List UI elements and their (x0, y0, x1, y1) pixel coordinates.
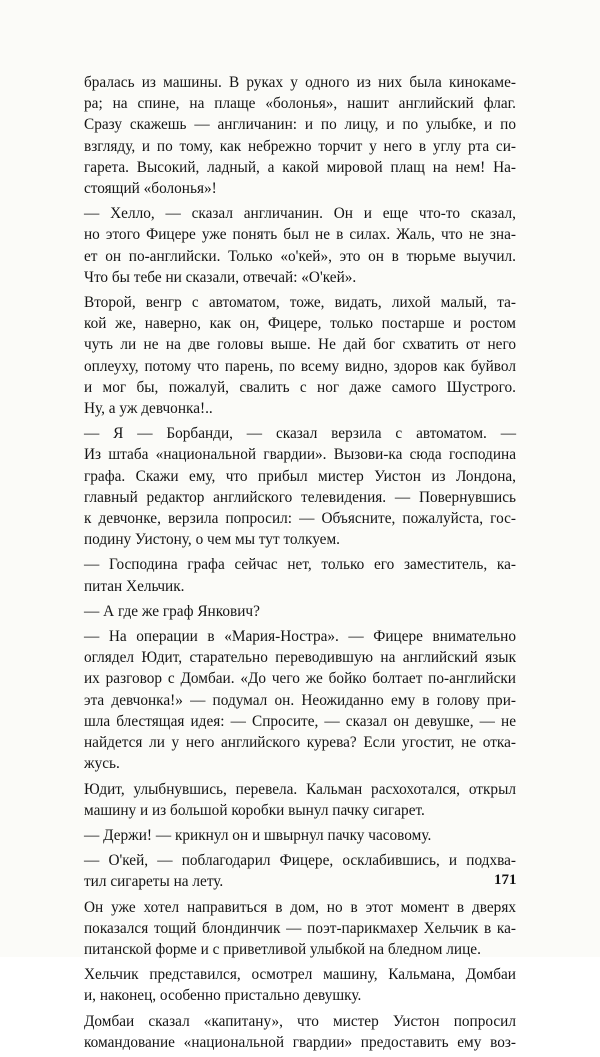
text-line: ра; на спине, на плаще «болонья», нашит английский флаг. (84, 95, 516, 113)
text-line: — О'кей, — поблагодарил Фицере, осклабившись, и подхва- (84, 852, 516, 870)
text-line: — На операции в «Мария-Ностра». — Фицере внимательно (84, 628, 516, 646)
text-line: оглядел Юдит, старательно переводившую на английский язык (84, 649, 516, 667)
text-line: взгляду, и по тому, как небрежно торчит у него в углу рта си- (84, 137, 516, 155)
page-number: 171 (494, 872, 517, 888)
body-text (84, 72, 516, 1057)
text-line: Хельчик представился, осмотрел машину, Кальмана, Домбаи (84, 966, 516, 984)
paragraph (84, 825, 516, 846)
text-line: графа. Скажи ему, что прибыл мистер Уистон из Лондона, (84, 467, 516, 485)
paragraph (84, 601, 516, 622)
paragraph (84, 897, 516, 961)
text-line: Сразу скажешь — англичанин: и по лицу, и по улыбке, и по (84, 116, 516, 134)
paragraph (84, 554, 516, 596)
paragraph (84, 626, 516, 774)
text-line: гарета. Высокий, ладный, а какой мировой плащ на нем! На- (84, 158, 516, 176)
text-line: эта девчонка!» — подумал он. Неожиданно ему в голову при- (84, 691, 516, 709)
text-line: питан Хельчик. (84, 577, 185, 595)
text-line: жусь. (84, 755, 120, 773)
text-line: Ну, а уж девчонка!.. (84, 400, 213, 418)
text-line: — А где же граф Янкович? (84, 602, 260, 620)
text-line: оплеуху, потому что парень, по всему видно, здоров как буйвол (84, 357, 516, 375)
text-line: кой же, наверно, как он, Фицере, только постарше и ростом (84, 315, 516, 333)
text-line: питанской форме и с приветливой улыбкой на бледном лице. (84, 940, 481, 958)
text-line: — Держи! — крикнул он и швырнул пачку часовому. (84, 826, 432, 844)
text-line: Юдит, улыбнувшись, перевела. Кальман расхохотался, открыл (84, 780, 516, 798)
text-line: но этого Фицере уже понять был не в силах. Жаль, что не зна- (84, 226, 516, 244)
text-line: и мог бы, пожалуй, свалить с ног даже самого Шустрого. (84, 378, 516, 396)
text-line: ет он по-английски. Только «о'кей», это он в тюрьме выучил. (84, 247, 516, 265)
text-line: шла блестящая идея: — Спросите, — сказал он девушке, — не (84, 712, 516, 730)
paragraph (84, 1011, 516, 1053)
text-line: командование «национальной гвардии» предоставить ему воз- (84, 1033, 516, 1051)
text-line: — Я — Борбанди, — сказал верзила с автоматом. — (84, 425, 516, 443)
paragraph (84, 72, 516, 199)
paragraph (84, 292, 516, 419)
paragraph (84, 850, 516, 892)
text-line: их разговор с Домбаи. «До чего же бойко болтает по-английски (84, 670, 516, 688)
text-line: найдется ли у него английского курева? Если угостит, не отка- (84, 734, 516, 752)
text-line: Из штаба «национальной гвардии». Вызови-ка сюда господина (84, 446, 516, 464)
paragraph (84, 964, 516, 1006)
text-line: к девчонке, верзила попросил: — Объясните, пожалуйста, гос- (84, 510, 516, 528)
text-line: чуть ли не на две головы выше. Не дай бог схватить от него (84, 336, 516, 354)
text-line: показался тощий блондинчик — поэт-парикмахер Хельчик в ка- (84, 919, 516, 937)
text-line: стоящий «болонья»! (84, 180, 217, 198)
text-line: — Господина графа сейчас нет, только его заместитель, ка- (84, 556, 516, 574)
paragraph (84, 203, 516, 288)
text-line: главный редактор английского телевидения. — Повернувшись (84, 488, 516, 506)
text-line: подину Уистону, о чем мы тут толкуем. (84, 531, 340, 549)
paragraph (84, 423, 516, 550)
paragraph (84, 779, 516, 821)
text-line: машину и из большой коробки вынул пачку сигарет. (84, 801, 425, 819)
text-line: и, наконец, особенно пристально девушку. (84, 987, 362, 1005)
text-line: Домбаи сказал «капитану», что мистер Уистон попросил (84, 1012, 516, 1030)
text-line: — Хелло, — сказал англичанин. Он и еще что-то сказал, (84, 205, 516, 223)
text-line: Второй, венгр с автоматом, тоже, видать, лихой малый, та- (84, 294, 516, 312)
text-line: Что бы тебе ни сказали, отвечай: «О'кей». (84, 268, 357, 286)
text-line: тил сигареты на лету. (84, 873, 224, 891)
text-line: Он уже хотел направиться в дом, но в этот момент в дверях (84, 898, 516, 916)
text-line: бралась из машины. В руках у одного из них была кинокаме- (84, 74, 516, 91)
